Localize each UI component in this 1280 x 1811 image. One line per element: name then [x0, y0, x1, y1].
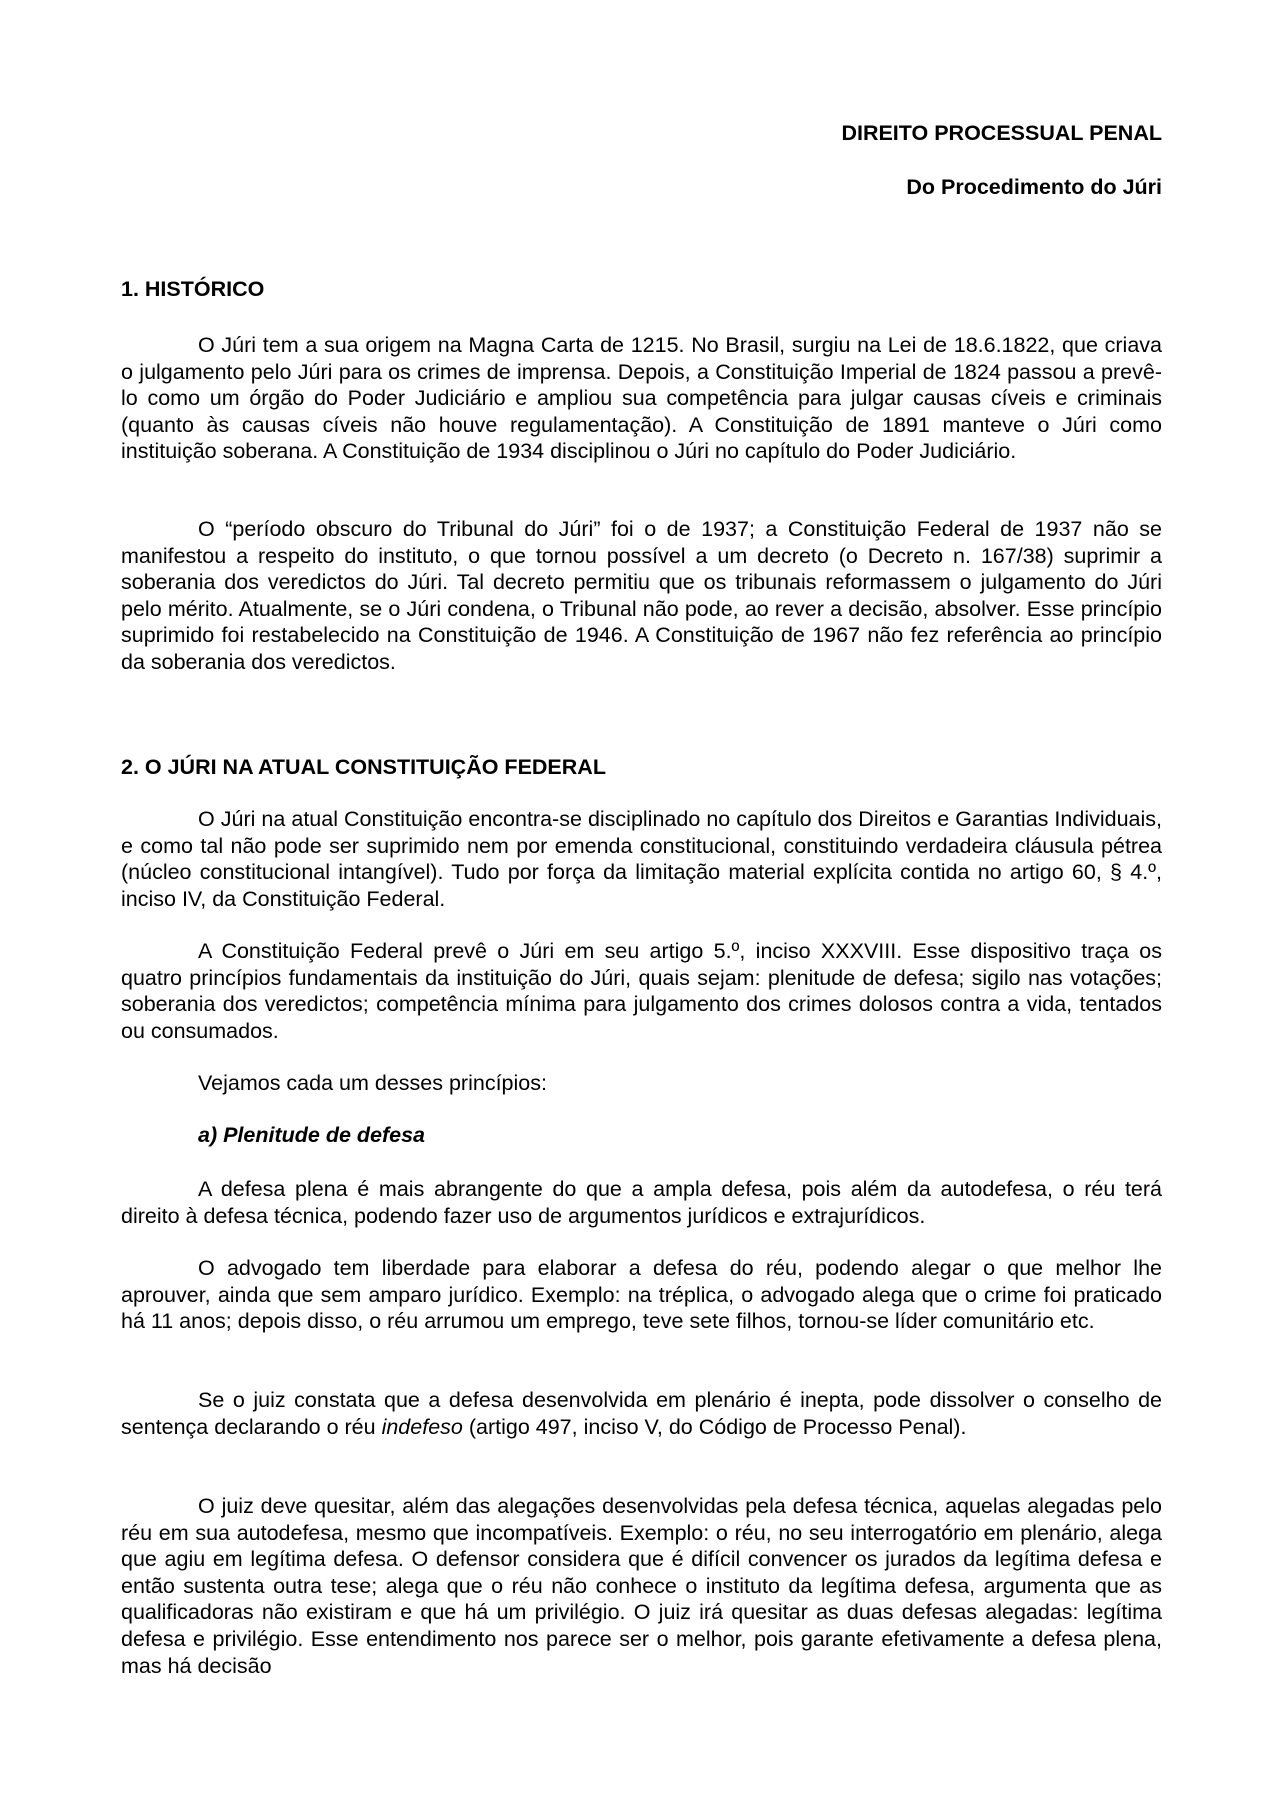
paragraph: O “período obscuro do Tribunal do Júri” foi o de 1937; a Constituição Federal de 1937 não se manifestou a respeito do instituto, o que tornou possível a um decreto (o Decreto n. 167/38) suprimir a soberania dos veredictos do Júri. Tal decreto permitiu que os tribunais reformassem o julgamento do Júri pelo mérito. Atualmente, se o Júri condena, o Tribunal não pode, ao rever a decisão, absolver. Esse princípio suprimido foi restabelecido na Constituição de 1946. A Constituição de 1967 não fez referência ao princípio da soberania dos veredictos. — [121, 517, 1162, 674]
paragraph: A Constituição Federal prevê o Júri em seu artigo 5.º, inciso XXXVIII. Esse dispositivo traça os quatro princípios fundamentais da instituição do Júri, quais sejam: plenitude de defesa; sigilo nas votações; soberania dos veredictos; competência mínima para julgamento dos crimes dolosos contra a vida, tentados ou consumados. — [121, 939, 1162, 1043]
document-page — [121, 0, 1162, 1811]
subheading-plenitude-de-defesa: a) Plenitude de defesa — [198, 1123, 426, 1147]
document-title: DIREITO PROCESSUAL PENAL — [841, 121, 1162, 145]
section-heading-juri-constituicao: 2. O JÚRI NA ATUAL CONSTITUIÇÃO FEDERAL — [121, 755, 606, 779]
paragraph: Vejamos cada um desses princípios: — [198, 1071, 547, 1095]
paragraph: O advogado tem liberdade para elaborar a defesa do réu, podendo alegar o que melhor lhe aprouver, ainda que sem amparo jurídico. Exemplo: na tréplica, o advogado alega que o crime foi praticado há 11 anos; depois disso, o réu arrumou um emprego, teve sete filhos, tornou-se líder comunitário etc. — [121, 1256, 1162, 1334]
paragraph: A defesa plena é mais abrangente do que a ampla defesa, pois além da autodefesa, o réu terá direito à defesa técnica, podendo fazer uso de argumentos jurídicos e extrajurídicos. — [121, 1177, 1162, 1228]
section-heading-historico: 1. HISTÓRICO — [121, 277, 265, 301]
italic-term: indefeso — [381, 1414, 463, 1439]
paragraph: O juiz deve quesitar, além das alegações desenvolvidas pela defesa técnica, aquelas alegadas pelo réu em sua autodefesa, mesmo que incompatíveis. Exemplo: o réu, no seu interrogatório em plenário, alega que agiu em legítima defesa. O defensor considera que é difícil convencer os jurados da legítima defesa e então sustenta outra tese; alega que o réu não conhece o instituto da legítima defesa, argumenta que as qualificadoras não existiram e que há um privilégio. O juiz irá quesitar as duas defesas alegadas: legítima defesa e privilégio. Esse entendimento nos parece ser o melhor, pois garante efetivamente a defesa plena, mas há decisão — [121, 1494, 1162, 1678]
paragraph: O Júri tem a sua origem na Magna Carta de 1215. No Brasil, surgiu na Lei de 18.6.1822, que criava o julgamento pelo Júri para os crimes de imprensa. Depois, a Constituição Imperial de 1824 passou a prevê-lo como um órgão do Poder Judiciário e ampliou sua competência para julgar causas cíveis e criminais (quanto às causas cíveis não houve regulamentação). A Constituição de 1891 manteve o Júri como instituição soberana. A Constituição de 1934 disciplinou o Júri no capítulo do Poder Judiciário. — [121, 333, 1162, 464]
document-subtitle: Do Procedimento do Júri — [906, 175, 1162, 199]
paragraph-text: Se o juiz constata que a defesa desenvolvida em plenário é inepta, pode dissolver o conselho de sentença declarando o réu — [121, 1388, 1162, 1439]
paragraph — [121, 1387, 1162, 1440]
paragraph-text: (artigo 497, inciso V, do Código de Processo Penal). — [462, 1414, 967, 1439]
paragraph: O Júri na atual Constituição encontra-se disciplinado no capítulo dos Direitos e Garantias Individuais, e como tal não pode ser suprimido nem por emenda constitucional, constituindo verdadeira cláusula pétrea (núcleo constitucional intangível). Tudo por força da limitação material explícita contida no artigo 60, § 4.º, inciso IV, da Constituição Federal. — [121, 807, 1162, 911]
